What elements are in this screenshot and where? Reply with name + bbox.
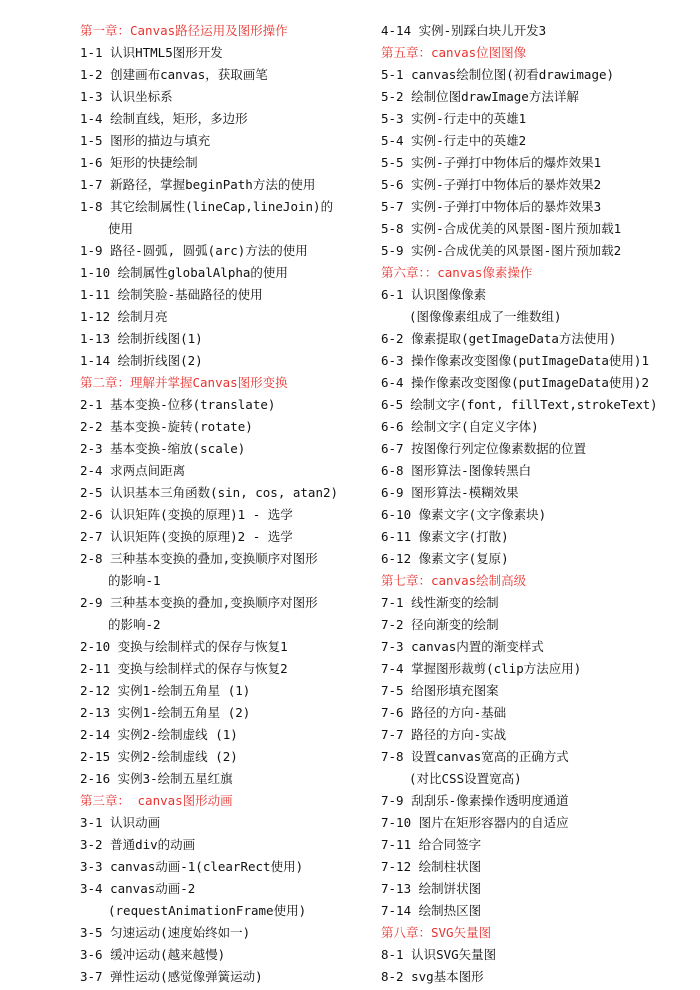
toc-item: 3-3 canvas动画-1(clearRect使用) [80, 859, 304, 874]
toc-item: 1-4 绘制直线，矩形，多边形 [80, 111, 248, 126]
toc-item: 1-8 其它绘制属性(lineCap,lineJoin)的 [80, 199, 334, 214]
toc-item: 6-10 像素文字(文字像素块) [381, 507, 547, 522]
toc-item: 6-12 像素文字(复原) [381, 551, 509, 566]
toc-item: 2-16 实例3-绘制五星红旗 [80, 771, 233, 786]
toc-item: 6-1 认识图像像素 [381, 287, 487, 302]
toc-item: 7-9 刮刮乐-像素操作透明度通道 [381, 793, 569, 808]
toc-item: 7-14 绘制热区图 [381, 903, 482, 918]
toc-item: 7-7 路径的方向-实战 [381, 727, 507, 742]
chapter-heading: 第六章：：canvas像素操作 [381, 265, 533, 280]
toc-item: 3-5 匀速运动(速度始终如一) [80, 925, 251, 940]
toc-item: 7-5 给图形填充图案 [381, 683, 499, 698]
toc-item: 2-14 实例2-绘制虚线 (1) [80, 727, 238, 742]
toc-item: 7-6 路径的方向-基础 [381, 705, 507, 720]
toc-item: 4-14 实例-别踩白块儿开发3 [381, 23, 547, 38]
toc-item: 7-3 canvas内置的渐变样式 [381, 639, 544, 654]
toc-item: 1-6 矩形的快捷绘制 [80, 155, 198, 170]
toc-item: 6-5 绘制文字(font, fillText,strokeText) [381, 397, 658, 412]
toc-item: 2-1 基本变换-位移(translate) [80, 397, 276, 412]
toc-item: 2-5 认识基本三角函数(sin, cos, atan2) [80, 485, 339, 500]
toc-item: 7-4 掌握图形裁剪(clip方法应用) [381, 661, 582, 676]
toc-item: 5-4 实例-行走中的英雄2 [381, 133, 527, 148]
toc-item: 1-14 绘制折线图(2) [80, 353, 203, 368]
toc-item: 1-11 绘制笑脸-基础路径的使用 [80, 287, 263, 302]
toc-item: 2-10 变换与绘制样式的保存与恢复1 [80, 639, 288, 654]
toc-item-continuation: 的影响-1 [108, 573, 161, 588]
toc-item: 2-13 实例1-绘制五角星 (2) [80, 705, 251, 720]
toc-item: 6-7 按图像行列定位像素数据的位置 [381, 441, 587, 456]
toc-item: 1-1 认识HTML5图形开发 [80, 45, 223, 60]
toc-item: 5-9 实例-合成优美的风景图-图片预加载2 [381, 243, 622, 258]
toc-item: 5-3 实例-行走中的英雄1 [381, 111, 527, 126]
toc-item: 2-8 三种基本变换的叠加,变换顺序对图形 [80, 551, 318, 566]
chapter-heading: 第七章：canvas绘制高级 [381, 573, 527, 588]
toc-item: 7-2 径向渐变的绘制 [381, 617, 499, 632]
chapter-heading: 第一章：Canvas路径运用及图形操作 [80, 23, 288, 38]
toc-item: 5-5 实例-子弹打中物体后的爆炸效果1 [381, 155, 602, 170]
toc-item: 7-11 给合同签字 [381, 837, 482, 852]
toc-item: 1-10 绘制属性globalAlpha的使用 [80, 265, 288, 280]
toc-item: 6-8 图形算法-图像转黑白 [381, 463, 532, 478]
toc-item: 1-3 认识坐标系 [80, 89, 173, 104]
toc-item: 1-2 创建画布canvas，获取画笔 [80, 67, 268, 82]
chapter-heading: 第二章：理解并掌握Canvas图形变换 [80, 375, 288, 390]
toc-item: 2-7 认识矩阵(变换的原理)2 - 选学 [80, 529, 293, 544]
toc-item: 5-8 实例-合成优美的风景图-图片预加载1 [381, 221, 622, 236]
toc-item: 1-13 绘制折线图(1) [80, 331, 203, 346]
toc-item: 6-2 像素提取(getImageData方法使用) [381, 331, 617, 346]
toc-right-column [381, 20, 696, 988]
chapter-heading: 第八章：SVG矢量图 [381, 925, 492, 940]
toc-item: 6-11 像素文字(打散) [381, 529, 509, 544]
toc-item: 8-1 认识SVG矢量图 [381, 947, 497, 962]
toc-item: 3-7 弹性运动(感觉像弹簧运动) [80, 969, 263, 984]
toc-item: 2-9 三种基本变换的叠加,变换顺序对图形 [80, 595, 318, 610]
toc-item: 8-2 svg基本图形 [381, 969, 484, 984]
toc-item: 6-4 操作像素改变图像(putImageData使用)2 [381, 375, 649, 390]
toc-item: 1-12 绘制月亮 [80, 309, 168, 324]
toc-item: 5-2 绘制位图drawImage方法详解 [381, 89, 579, 104]
toc-item: 6-6 绘制文字(自定义字体) [381, 419, 539, 434]
toc-item-continuation: (图像像素组成了一维数组) [409, 309, 562, 324]
toc-item: 1-9 路径-圆弧, 圆弧(arc)方法的使用 [80, 243, 308, 258]
toc-item: 5-6 实例-子弹打中物体后的暴炸效果2 [381, 177, 602, 192]
chapter-heading: 第五章：canvas位图图像 [381, 45, 527, 60]
toc-item: 2-2 基本变换-旋转(rotate) [80, 419, 253, 434]
toc-item: 2-12 实例1-绘制五角星 (1) [80, 683, 251, 698]
toc-item: 1-7 新路径，掌握beginPath方法的使用 [80, 177, 316, 192]
toc-item: 7-10 图片在矩形容器内的自适应 [381, 815, 569, 830]
toc-item: 2-11 变换与绘制样式的保存与恢复2 [80, 661, 288, 676]
toc-item-continuation: (对比CSS设置宽高) [409, 771, 522, 786]
toc-item-continuation: 的影响-2 [108, 617, 161, 632]
toc-item: 3-2 普通div的动画 [80, 837, 196, 852]
toc-item: 2-6 认识矩阵(变换的原理)1 - 选学 [80, 507, 293, 522]
toc-item: 7-13 绘制饼状图 [381, 881, 482, 896]
toc-item: 5-7 实例-子弹打中物体后的暴炸效果3 [381, 199, 602, 214]
toc-item: 1-5 图形的描边与填充 [80, 133, 211, 148]
toc-item: 6-3 操作像素改变图像(putImageData使用)1 [381, 353, 649, 368]
toc-item: 3-4 canvas动画-2 [80, 881, 196, 896]
toc-item: 2-15 实例2-绘制虚线 (2) [80, 749, 238, 764]
toc-item: 2-4 求两点间距离 [80, 463, 186, 478]
toc-item: 3-6 缓冲运动(越来越慢) [80, 947, 226, 962]
toc-item: 2-3 基本变换-缩放(scale) [80, 441, 246, 456]
toc-item-continuation: (requestAnimationFrame使用) [108, 903, 307, 918]
toc-item: 5-1 canvas绘制位图(初看drawimage) [381, 67, 615, 82]
toc-item: 7-1 线性渐变的绘制 [381, 595, 499, 610]
chapter-heading: 第三章： canvas图形动画 [80, 793, 233, 808]
toc-item: 3-1 认识动画 [80, 815, 161, 830]
toc-left-column [80, 20, 370, 988]
toc-item: 7-12 绘制柱状图 [381, 859, 482, 874]
toc-item: 6-9 图形算法-模糊效果 [381, 485, 519, 500]
toc-item-continuation: 使用 [108, 221, 134, 236]
toc-item: 7-8 设置canvas宽高的正确方式 [381, 749, 569, 764]
